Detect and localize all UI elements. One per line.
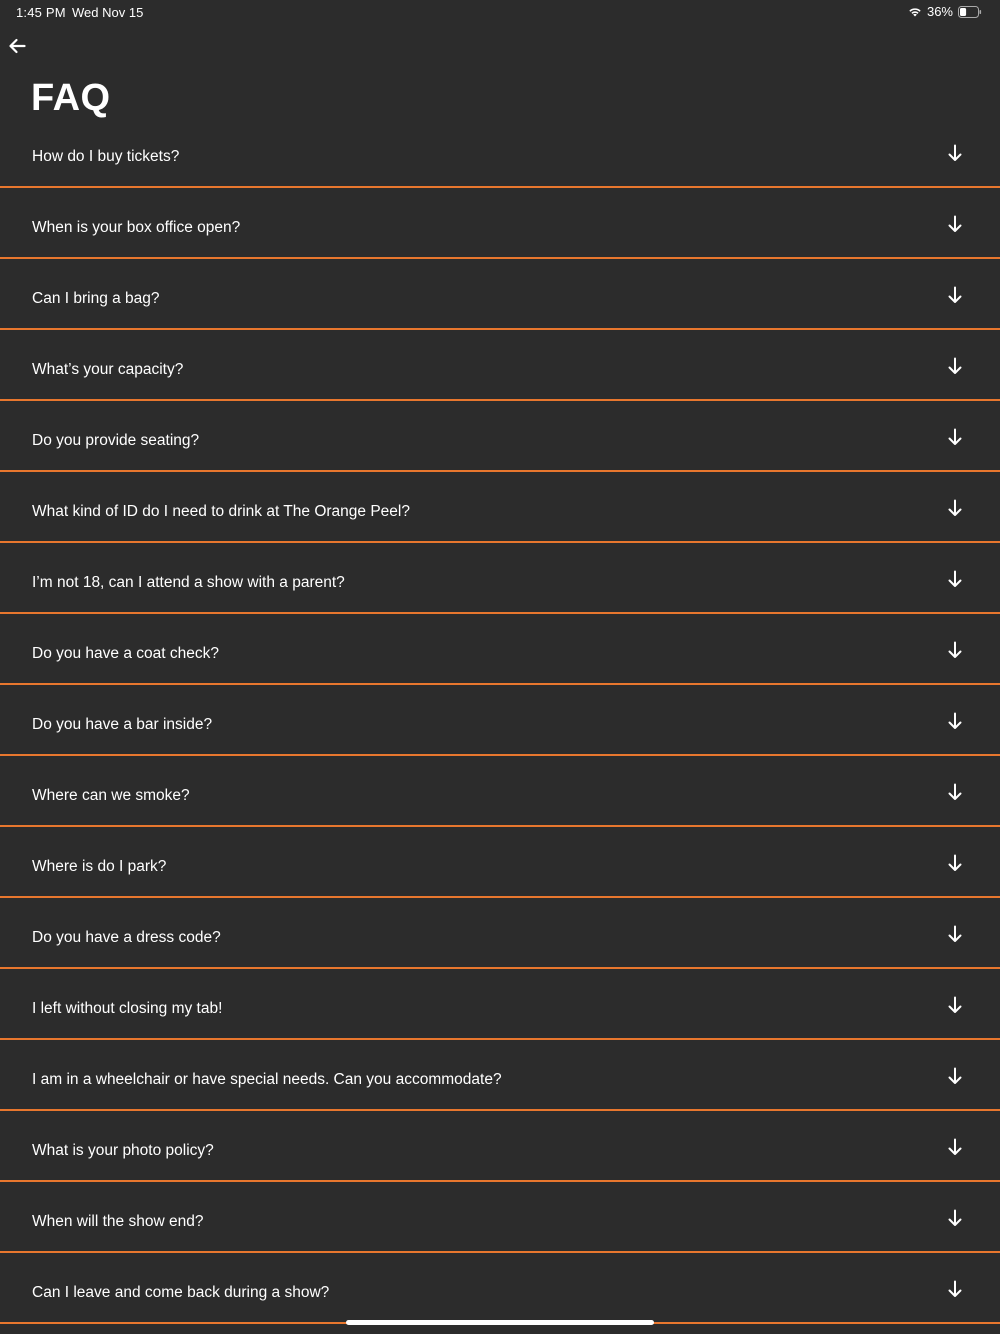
faq-question: When is your box office open? bbox=[32, 219, 241, 236]
arrow-down-icon[interactable] bbox=[946, 286, 964, 304]
faq-question: Where is do I park? bbox=[32, 858, 167, 875]
arrow-down-icon[interactable] bbox=[946, 1280, 964, 1298]
arrow-down-icon[interactable] bbox=[946, 925, 964, 943]
arrow-down-icon[interactable] bbox=[946, 712, 964, 730]
faq-item[interactable] bbox=[0, 685, 1000, 756]
wifi-icon bbox=[908, 6, 922, 17]
arrow-left-icon bbox=[8, 38, 26, 59]
faq-item[interactable] bbox=[0, 1182, 1000, 1253]
faq-item[interactable] bbox=[0, 1253, 1000, 1324]
arrow-down-icon[interactable] bbox=[946, 854, 964, 872]
faq-item[interactable] bbox=[0, 330, 1000, 401]
arrow-down-icon[interactable] bbox=[946, 1067, 964, 1085]
faq-item[interactable] bbox=[0, 614, 1000, 685]
faq-item[interactable] bbox=[0, 1111, 1000, 1182]
faq-item[interactable] bbox=[0, 188, 1000, 259]
faq-question: When will the show end? bbox=[32, 1213, 204, 1230]
faq-question: I’m not 18, can I attend a show with a parent? bbox=[32, 574, 345, 591]
arrow-down-icon[interactable] bbox=[946, 1138, 964, 1156]
status-indicators bbox=[908, 4, 982, 19]
arrow-down-icon[interactable] bbox=[946, 428, 964, 446]
arrow-down-icon[interactable] bbox=[946, 215, 964, 233]
faq-item[interactable] bbox=[0, 543, 1000, 614]
faq-question: How do I buy tickets? bbox=[32, 148, 180, 165]
faq-item[interactable] bbox=[0, 472, 1000, 543]
battery-percent: 36% bbox=[926, 4, 953, 19]
home-indicator[interactable] bbox=[346, 1320, 654, 1325]
faq-question: Do you have a dress code? bbox=[32, 929, 221, 946]
arrow-down-icon[interactable] bbox=[946, 499, 964, 517]
faq-item[interactable] bbox=[0, 259, 1000, 330]
arrow-down-icon[interactable] bbox=[946, 783, 964, 801]
faq-question: What is your photo policy? bbox=[32, 1142, 214, 1159]
faq-item[interactable] bbox=[0, 117, 1000, 188]
battery-icon bbox=[958, 6, 982, 18]
faq-item[interactable] bbox=[0, 898, 1000, 969]
back-button[interactable] bbox=[6, 37, 28, 59]
faq-question: Do you provide seating? bbox=[32, 432, 200, 449]
faq-item[interactable] bbox=[0, 1040, 1000, 1111]
status-date: Wed Nov 15 bbox=[72, 5, 144, 20]
faq-question: Where can we smoke? bbox=[32, 787, 190, 804]
faq-question: Do you have a coat check? bbox=[32, 645, 219, 662]
page-title: FAQ bbox=[31, 77, 111, 119]
arrow-down-icon[interactable] bbox=[946, 1209, 964, 1227]
status-bar bbox=[0, 0, 1000, 24]
faq-item[interactable] bbox=[0, 401, 1000, 472]
faq-list bbox=[0, 117, 1000, 1324]
arrow-down-icon[interactable] bbox=[946, 996, 964, 1014]
faq-item[interactable] bbox=[0, 827, 1000, 898]
arrow-down-icon[interactable] bbox=[946, 641, 964, 659]
faq-question: I am in a wheelchair or have special needs. Can you accommodate? bbox=[32, 1071, 502, 1088]
arrow-down-icon[interactable] bbox=[946, 570, 964, 588]
arrow-down-icon[interactable] bbox=[946, 144, 964, 162]
arrow-down-icon[interactable] bbox=[946, 357, 964, 375]
faq-question: Do you have a bar inside? bbox=[32, 716, 213, 733]
faq-question: Can I bring a bag? bbox=[32, 290, 160, 307]
faq-question: Can I leave and come back during a show? bbox=[32, 1284, 330, 1301]
status-time: 1:45 PM bbox=[16, 5, 66, 20]
faq-item[interactable] bbox=[0, 969, 1000, 1040]
faq-question: What’s your capacity? bbox=[32, 361, 184, 378]
faq-item[interactable] bbox=[0, 756, 1000, 827]
faq-question: I left without closing my tab! bbox=[32, 1000, 223, 1017]
faq-question: What kind of ID do I need to drink at The Orange Peel? bbox=[32, 503, 410, 520]
